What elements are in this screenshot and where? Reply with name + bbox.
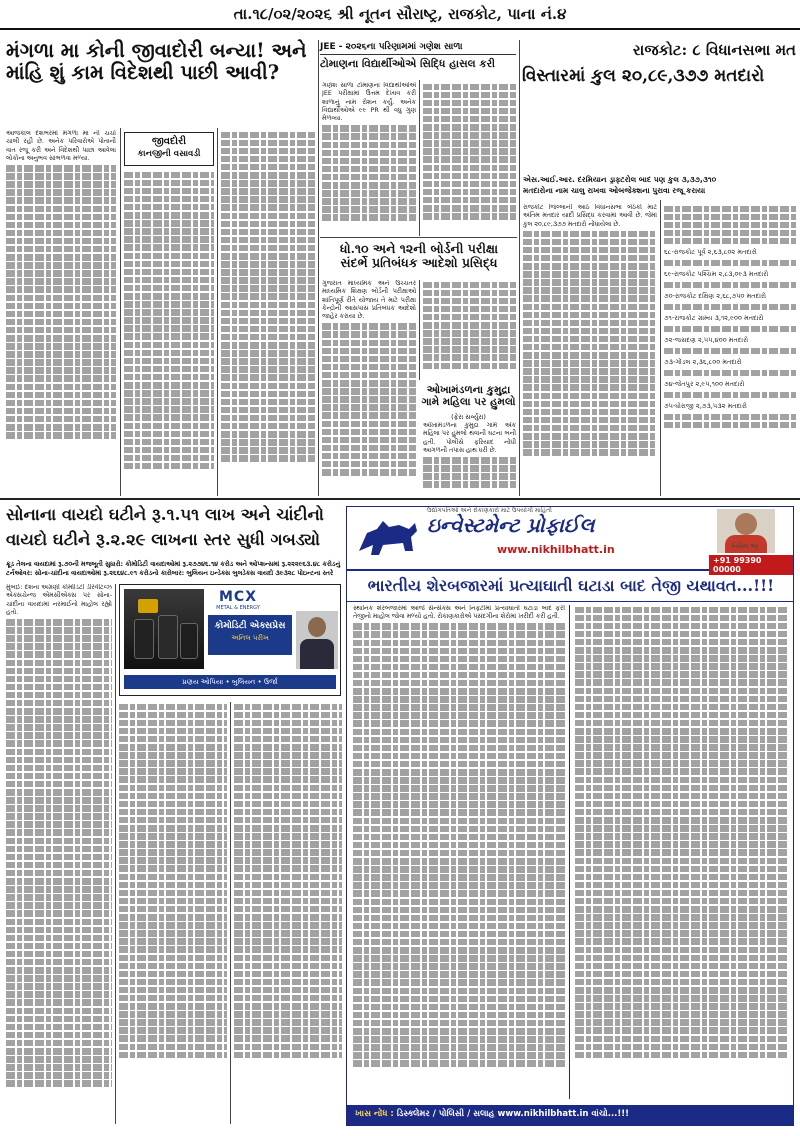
gold-story-text-1: મુંબઈ: દેશના અગ્રણી કોમોડિટી ડેરિવેટિવ્ઝ એક્સચેન્જ એમસીએક્સ પર સોના-ચાંદીના વાયદામાં નરમાઈનો માહોલ રહ્યો હતો. xyxy=(6,584,112,1124)
column-divider xyxy=(519,40,520,496)
list-item: ૭૪-જેતપુર ૨,૯૫,૧૦૦ મતદારો xyxy=(664,380,745,389)
mcx-advertisement[interactable] xyxy=(119,584,341,696)
attack-story-dateline: (ફેરા સર્વ્યુરા) xyxy=(451,413,486,421)
column-divider xyxy=(115,584,116,1124)
mcx-ad-footer: પ્રણય ઓપિયા • બુલિયન • ઉર્જા xyxy=(124,675,336,689)
market-ad-banner: ઇન્વેસ્ટમેન્ટ પ્રોફાઈલ ઉદ્યોગપતિઓ અને રોકાણકારો માટે ઉપયોગી માહિતી www.nikhilbhatt.in નિખિલ ભટ્ટ +91 99390 00000 xyxy=(347,507,793,571)
page-header xyxy=(0,0,800,30)
market-ad-footer: ખાસ નોંધ : ડિસ્ક્લેમર / પોલિસી / સલાહ www.nikhilbhatt.in વાંચો...!!! xyxy=(347,1105,793,1125)
column-author-box: જીવદોરી કાનજીની વસાવડી xyxy=(124,132,214,166)
column-divider xyxy=(120,128,121,496)
list-item: ૭૦-રાજકોટ દક્ષિણ ૨,૬૮,૭૫૦ મતદારો xyxy=(664,292,766,301)
list-item: ૬૮-રાજકોટ પૂર્વ ૨,૬૩,૮૦૨ મતદારો xyxy=(664,248,757,257)
board-exam-text-2 xyxy=(423,280,516,380)
gold-story-text-3 xyxy=(234,702,342,1124)
bull-icon xyxy=(353,511,423,567)
column-divider xyxy=(217,128,218,496)
left-story-headline: મંગળા મા કોની જીવાદોરી બન્યા! અને માંહિ શું કામ વિદેશથી પાછી આવી? xyxy=(6,39,307,85)
columnist-photo xyxy=(296,611,338,669)
dateline: તા.૧૮/૦૨/૨૦૨૬ શ્રી નૂતન સૌરાષ્ટ્ર, રાજકોટ, પાના નં.૪ xyxy=(233,5,567,23)
mcx-logo: MCX METAL & ENERGY xyxy=(216,589,260,611)
rajkot-subheadline: એસ.આઈ.આર. દરમિયાન ડ્રાફ્ટરોલ બાદ પણ કુલ ૩,૩૭,૩૧૦ મતદારોના નામ ચાલુ રાખવા ઓબજેક્શના પુરાવા રજૂ કરાયા xyxy=(523,175,717,195)
market-ad-text-2 xyxy=(575,605,787,1099)
section-divider xyxy=(320,237,517,238)
market-ad-headline: ભારતીય શેરબજારમાં પ્રત્યાઘાતી ઘટાડા બાદ તેજી યથાવત...!!! xyxy=(367,576,775,595)
section-divider xyxy=(347,601,793,602)
rajkot-story-headline: રાજકોટ: ૮ વિધાનસભા મત વિસ્તારમાં કુલ ૨૦,૮૯,૩૭૭ મતદારો xyxy=(522,41,796,87)
gold-story-headline: સોનાના વાયદો ઘટીને રૂ.૧.૫૧ લાખ અને ચાંદીનો વાયદો ઘટીને રૂ.૨.૨૯ લાખના સ્તર સુધી ગબડ્યો xyxy=(6,505,324,549)
market-advertisement[interactable] xyxy=(346,506,794,1126)
list-item: ૭૧-રાજકોટ ગ્રામ્ય ૩,૧૨,૯૦૦ મતદારો xyxy=(664,314,764,323)
jee-story-column-2 xyxy=(423,82,516,234)
column-divider xyxy=(318,40,319,496)
market-ad-text-1: સ્થાનિક શેરબજારમાં આજે સેન્સેક્સ અને નિફ્ટીમાં પ્રત્યાઘાતી ઘટાડા બાદ ફરી તેજીનો માહોલ જોવા મળ્યો હતો. રોકાણકારોએ પસંદગીના શેરોમાં ખરીદી કરી હતી. xyxy=(353,605,565,1099)
jee-story-column-1: ગણેશ સાળા ટોમાણના વિદ્યાર્થીઓએ JEE પરીક્ષામાં ઉત્તમ દેખાવ કરી શાળાનું નામ રોશન કર્યું. અનેક વિદ્યાર્થીઓએ ૯૯ PR થી વધુ ગુણ મેળવ્યા. xyxy=(322,82,416,234)
jee-story-headline: ટોમાણના વિદ્યાર્થીઓએ સિદ્ધિ હાસલ કરી xyxy=(320,58,496,70)
column-divider xyxy=(419,280,420,380)
rajkot-constituency-list xyxy=(664,204,796,496)
attack-story-headline: ઓખામંડળના કુમુદ્રા ગામે મહિલા પર હુમલો xyxy=(421,384,516,409)
jee-story-kicker: JEE - ૨૦૨૬ના પરિણામમાં ગણેશ સાળા xyxy=(320,42,516,55)
list-item: ૬૯-રાજકોટ પશ્ચિમ ૨,૮૩,૦૯૩ મતદારો xyxy=(664,270,769,279)
attack-story-text: ઓખામંડળના કુમુદ્રા ગામે એક મહિલા પર હુમલો થવાની ઘટના બની હતી. પોલીસે ફરિયાદ નોંધી આગળની તપાસ હાથ ધરી છે. xyxy=(423,422,516,496)
rajkot-story-text-1: રાજકોટ જિલ્લાની આઠ વિધાનસભા બેઠકો માટે અંતિમ મતદાર યાદી પ્રસિદ્ધ કરવામાં આવી છે. જેમાં કુલ ૨૦,૮૯,૩૭૭ મતદારો નોંધાયેલા છે. xyxy=(523,204,657,496)
list-item: ૭૫-ધોરાજી ૨,૭૩,૫૩૨ મતદારો xyxy=(664,402,747,411)
barrels-image xyxy=(124,589,204,669)
board-exam-text-1: ગુજરાત માધ્યમિક અને ઉચ્ચતર માધ્યમિક શિક્ષણ બોર્ડની પરીક્ષાઓ શાંતિપૂર્ણ રીતે યોજાય તે માટે પરીક્ષા કેન્દ્રોની આસપાસ પ્રતિબંધક આદેશો જાહેર કરાયા છે. xyxy=(322,280,416,496)
list-item: ૭૨-જસદણ ૨,૫૫,૪૦૦ મતદારો xyxy=(664,336,749,345)
board-exam-headline: ધો.૧૦ અને ૧૨ની બોર્ડની પરીક્ષા સંદર્ભે પ્રતિબંધક આદેશો પ્રસિદ્ધ xyxy=(339,241,499,271)
section-divider xyxy=(0,498,800,500)
list-item: ૭૩-ગોંડલ ૨,૩૬,૮૦૦ મતદારો xyxy=(664,358,742,367)
commodity-express-banner: કોમોડિટી એક્સપ્રેસ અનિલ પરીખ xyxy=(208,615,292,655)
left-story-column-1: આજકાલ દેશભરમાં મંગળા મા ની ચર્ચા ચાલી રહી છે. અનેક પરિવારોએ પોતાની વાત રજૂ કરી અને વિદેશથી પાછા આવેલા લોકોના અનુભવ સાંભળવા મળ્યા. xyxy=(6,130,116,496)
gold-story-subheadline: ક્રૂડ તેલના વાયદામાં રૂ.૭૦ની મજબૂતી સુધારો: કોમોડિટી વાયદાઓમાં રૂ.૨૭૭૪૬.૧૪ કરોડ અને ઓપ્શન્સમાં રૂ.૨૨૨૯૬૩.૪૮ કરોડનું ટર્નઓવર: સોના-ચાંદીના વાયદાઓમાં રૂ.૨૬૬૪૮.૯૧ કરોડનો કારોબાર: બુલિયન ઇન્ડેક્સ બુલડેક્સ વાયદો ૩૯૩૨૮ પોઇન્ટના સ્તરે xyxy=(6,560,341,577)
left-story-column-3 xyxy=(221,130,315,496)
column-divider xyxy=(230,702,231,1124)
website-link[interactable]: www.nikhilbhatt.in xyxy=(497,543,615,556)
gold-story-text-2 xyxy=(119,702,227,1124)
column-divider xyxy=(660,200,661,496)
left-story-column-2 xyxy=(124,170,214,496)
column-divider xyxy=(419,80,420,236)
column-divider xyxy=(569,605,570,1099)
phone-badge[interactable]: +91 99390 00000 xyxy=(709,555,793,575)
